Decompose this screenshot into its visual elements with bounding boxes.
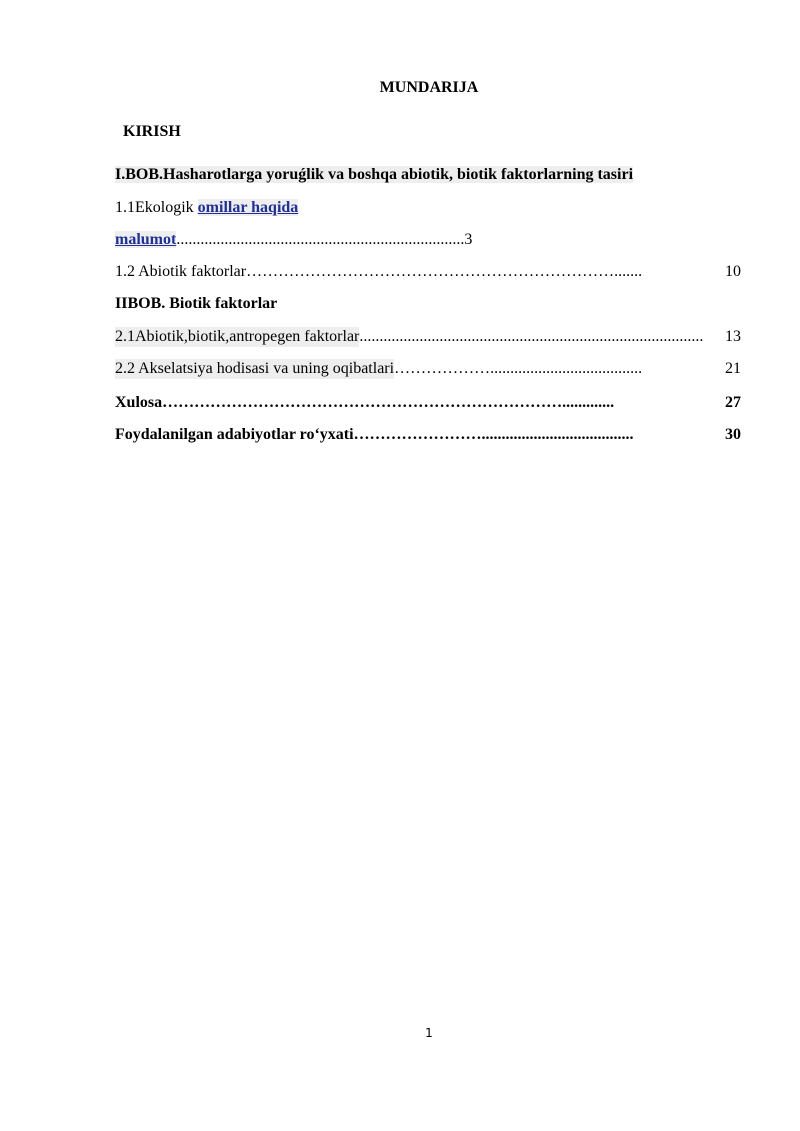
toc-entry-bibliography xyxy=(115,425,741,445)
section-1-1-prefix: 1.1Ekologik xyxy=(115,199,198,216)
toc-chapter-2-title: IIBOB. Biotik faktorlar xyxy=(115,295,278,312)
section-1-2-page: 10 xyxy=(725,263,741,280)
toc-entry-1-1-line-2 xyxy=(115,230,741,250)
toc-chapter-1-title xyxy=(115,165,741,185)
xulosa-label: Xulosa xyxy=(115,394,163,411)
section-1-1-link[interactable]: omillar haqida xyxy=(197,199,299,216)
section-1-1-page: 3 xyxy=(464,231,473,248)
bibliography-page: 30 xyxy=(725,426,741,443)
section-1-2-leader: ……………………………………………………………....... xyxy=(246,263,643,280)
toc-title: MUNDARIJA xyxy=(379,79,479,96)
section-2-1-label: 2.1Abiotik,biotik,antropegen faktorlar xyxy=(115,328,360,345)
bibliography-leader: ……………………...................................... xyxy=(353,426,634,443)
toc-entry-1-2 xyxy=(115,262,741,282)
toc-entry-xulosa xyxy=(115,393,741,413)
chapter-1-title-text: I.BOB.Hasharotlarga yoruǵlik va boshqa abiotik, biotik faktorlarning tasiri xyxy=(115,166,634,183)
xulosa-page: 27 xyxy=(725,394,741,411)
xulosa-leader: …………………………………………………………………............. xyxy=(162,394,615,411)
section-2-1-page: 13 xyxy=(725,328,741,345)
page-number: 1 xyxy=(425,1026,433,1040)
section-1-1-leader: ........................................................................ xyxy=(176,231,465,248)
section-2-2-leader: ………………...................................... xyxy=(394,360,643,377)
toc-entry-kirish: KIRISH xyxy=(123,123,181,140)
toc-entry-2-1 xyxy=(115,327,741,347)
section-2-2-page: 21 xyxy=(725,360,741,377)
section-1-2-label: 1.2 Abiotik faktorlar xyxy=(115,263,247,280)
section-2-1-leader: ...................................................................................... xyxy=(359,328,704,345)
bibliography-label: Foydalanilgan adabiyotlar ro‘yxati xyxy=(115,426,354,443)
toc-entry-1-1-line-1 xyxy=(115,198,741,218)
section-2-2-label: 2.2 Akselatsiya hodisasi va uning oqibatlari xyxy=(115,360,395,377)
section-1-1-link-continued[interactable]: malumot xyxy=(115,231,177,248)
toc-entry-2-2 xyxy=(115,359,741,379)
